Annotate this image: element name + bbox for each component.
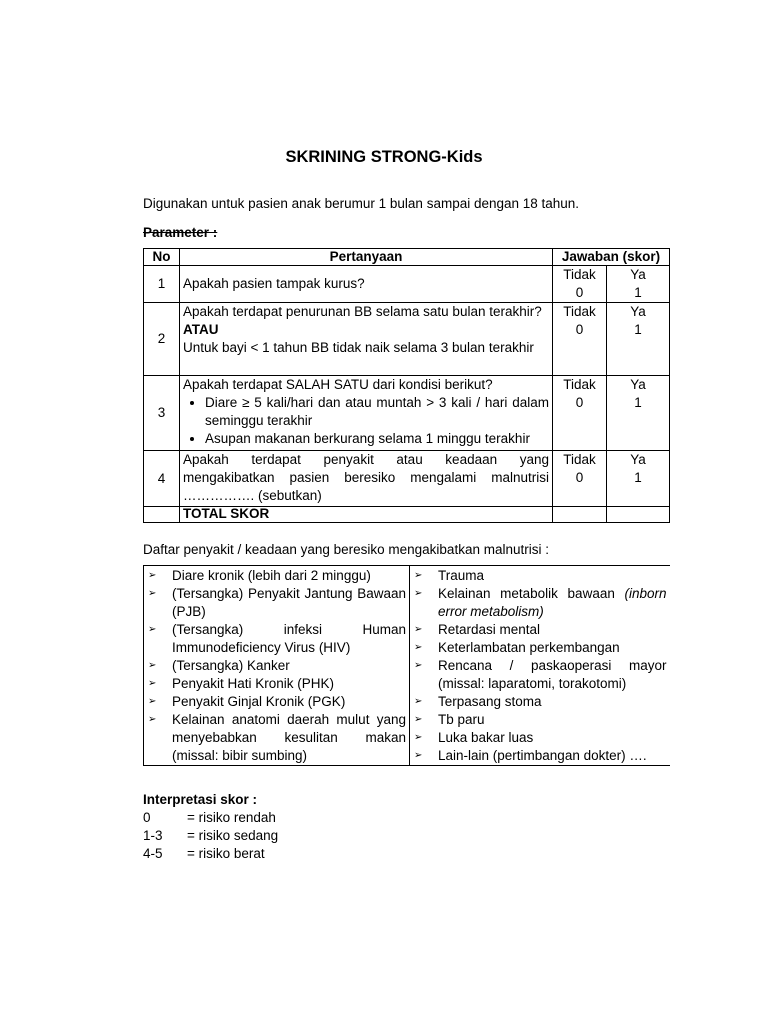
- score-meaning: = risiko berat: [187, 846, 265, 861]
- score-meaning: = risiko sedang: [187, 828, 279, 843]
- list-item: [414, 585, 670, 621]
- answer-no-label: Tidak: [563, 304, 596, 319]
- score-value: 1-3: [143, 828, 163, 843]
- arrow-bullet-icon: ➢: [414, 588, 423, 599]
- list-item-text: Kelainan anatomi daerah mulut yang menyebabkan kesulitan makan (missal: bibir sumbing): [172, 712, 406, 763]
- list-item-text-italic: (inborn error metabolism): [438, 586, 667, 619]
- arrow-bullet-icon: ➢: [148, 588, 157, 599]
- question-text-alt: Untuk bayi < 1 tahun BB tidak naik selama 3 bulan terakhir: [183, 340, 534, 355]
- list-item-text: (Tersangka) infeksi Human Immunodeficiency Virus (HIV): [172, 622, 406, 655]
- question-text: Apakah pasien tampak kurus?: [180, 266, 553, 303]
- answer-yes-label: Ya: [630, 377, 646, 392]
- disease-column-left: [144, 566, 410, 766]
- arrow-bullet-icon: ➢: [148, 696, 157, 707]
- answer-yes: [607, 376, 670, 451]
- arrow-bullet-icon: ➢: [414, 732, 423, 743]
- condition-item: • Asupan makanan berkurang selama 1 minggu terakhir: [205, 430, 549, 448]
- answer-yes-score: 1: [634, 285, 642, 300]
- intro-text: Digunakan untuk pasien anak berumur 1 bulan sampai dengan 18 tahun.: [143, 196, 580, 211]
- list-item-text: (Tersangka) Kanker: [172, 658, 290, 673]
- list-item: [414, 693, 670, 711]
- answer-no: [553, 303, 607, 376]
- table-row: [144, 376, 670, 451]
- answer-no-score: 0: [575, 285, 584, 300]
- answer-no: [553, 451, 607, 507]
- arrow-bullet-icon: ➢: [414, 660, 423, 671]
- score-value: 0: [143, 810, 151, 825]
- arrow-bullet-icon: ➢: [148, 678, 157, 689]
- interpretation-row: [143, 845, 278, 863]
- arrow-bullet-icon: ➢: [414, 624, 423, 635]
- list-item-text-plain: Luka bakar luas: [438, 730, 534, 745]
- list-item-text-plain: Tb paru: [438, 712, 485, 727]
- row-number: 4: [144, 451, 180, 507]
- interpretation-row: [143, 827, 278, 845]
- list-item: [414, 621, 670, 639]
- list-item-text: Penyakit Ginjal Kronik (PGK): [172, 694, 346, 709]
- question-cell: [180, 303, 553, 376]
- disease-list-title: Daftar penyakit / keadaan yang beresiko mengakibatkan malnutrisi :: [143, 542, 549, 557]
- list-item: [148, 675, 409, 693]
- answer-no-score: 0: [575, 470, 584, 485]
- list-item: [414, 567, 670, 585]
- list-item-text: [438, 747, 670, 765]
- row-number: 1: [144, 266, 180, 303]
- list-item: [148, 585, 409, 621]
- arrow-bullet-icon: ➢: [148, 660, 157, 671]
- list-item-text: [438, 621, 670, 639]
- arrow-bullet-icon: ➢: [414, 642, 423, 653]
- arrow-bullet-icon: ➢: [148, 570, 157, 581]
- parameter-label: Parameter :: [143, 225, 218, 240]
- list-item-text-plain: Rencana / paskaoperasi mayor (missal: laparatomi, torakotomi): [438, 658, 667, 691]
- list-item: [414, 639, 670, 657]
- arrow-bullet-icon: ➢: [148, 624, 157, 635]
- answer-yes: [607, 451, 670, 507]
- table-row: [144, 303, 670, 376]
- answer-yes-score: 1: [634, 322, 642, 337]
- question-cell: [180, 376, 553, 451]
- answer-no-score: 0: [575, 322, 584, 337]
- list-item-text: (Tersangka) Penyakit Jantung Bawaan (PJB): [172, 586, 406, 619]
- table-row: [144, 266, 670, 303]
- answer-no-label: Tidak: [563, 452, 596, 467]
- answer-yes-label: Ya: [630, 304, 646, 319]
- answer-no-score: 0: [575, 395, 584, 410]
- answer-yes: [607, 303, 670, 376]
- row-number: 2: [144, 303, 180, 376]
- header-answer: Jawaban (skor): [553, 249, 670, 266]
- list-item-text: [438, 639, 670, 657]
- header-no: No: [144, 249, 180, 266]
- interpretation-section: [143, 791, 278, 863]
- list-item: [414, 747, 670, 765]
- answer-no-label: Tidak: [563, 377, 596, 392]
- list-item-text: [438, 585, 670, 621]
- arrow-bullet-icon: ➢: [148, 714, 157, 725]
- list-item-text-plain: Lain-lain (pertimbangan dokter) ….: [438, 748, 647, 763]
- answer-yes-score: 1: [634, 470, 642, 485]
- answer-yes-label: Ya: [630, 267, 646, 282]
- score-meaning: = risiko rendah: [187, 810, 276, 825]
- arrow-bullet-icon: ➢: [414, 696, 423, 707]
- arrow-bullet-icon: ➢: [414, 570, 423, 581]
- list-item: [148, 621, 409, 657]
- disease-column-right: [410, 566, 670, 766]
- list-item-text: [438, 693, 670, 711]
- list-item: [148, 567, 409, 585]
- condition-item: • Diare ≥ 5 kali/hari dan atau muntah > 3 kali / hari dalam seminggu terakhir: [205, 394, 549, 430]
- list-item: [148, 693, 409, 711]
- list-item-text-plain: Keterlambatan perkembangan: [438, 640, 620, 655]
- answer-no: [553, 376, 607, 451]
- list-item-text: [438, 567, 670, 585]
- disease-table: [143, 565, 670, 766]
- question-or: ATAU: [183, 322, 219, 337]
- answer-yes-label: Ya: [630, 452, 646, 467]
- answer-yes: [607, 266, 670, 303]
- list-item-text-plain: Retardasi mental: [438, 622, 541, 637]
- condition-list: [183, 394, 549, 448]
- answer-no-label: Tidak: [563, 267, 596, 282]
- total-empty-cell: [144, 507, 180, 523]
- table-header-row: [144, 249, 670, 266]
- list-item-text: Diare kronik (lebih dari 2 minggu): [172, 568, 371, 583]
- list-item-text-plain: Kelainan metabolik bawaan: [438, 586, 625, 601]
- list-item: [414, 711, 670, 729]
- question-text: Apakah terdapat penurunan BB selama satu bulan terakhir?: [183, 304, 542, 319]
- list-item: [414, 729, 670, 747]
- list-item: [148, 711, 409, 765]
- list-item: [414, 657, 670, 693]
- screening-table: [143, 248, 670, 523]
- arrow-bullet-icon: ➢: [414, 750, 423, 761]
- list-item-text: [438, 729, 670, 747]
- question-text: Apakah terdapat SALAH SATU dari kondisi berikut?: [183, 377, 493, 392]
- question-text: Apakah terdapat penyakit atau keadaan yang mengakibatkan pasien beresiko mengalami malnutrisi ……………. (sebutkan): [180, 451, 553, 507]
- list-item-text: [438, 657, 670, 693]
- total-yes-cell: [607, 507, 670, 523]
- list-item-text-plain: Terpasang stoma: [438, 694, 542, 709]
- table-row: [144, 451, 670, 507]
- total-row: [144, 507, 670, 523]
- list-item-text: [438, 711, 670, 729]
- interpretation-title: Interpretasi skor :: [143, 792, 258, 807]
- answer-no: [553, 266, 607, 303]
- score-value: 4-5: [143, 846, 163, 861]
- answer-yes-score: 1: [634, 395, 642, 410]
- total-label: TOTAL SKOR: [180, 507, 553, 523]
- header-question: Pertanyaan: [180, 249, 553, 266]
- interpretation-row: [143, 809, 278, 827]
- list-item: [148, 657, 409, 675]
- total-no-cell: [553, 507, 607, 523]
- document-title: SKRINING STRONG-Kids: [285, 148, 483, 166]
- list-item-text: Penyakit Hati Kronik (PHK): [172, 676, 335, 691]
- row-number: 3: [144, 376, 180, 451]
- arrow-bullet-icon: ➢: [414, 714, 423, 725]
- list-item-text-plain: Trauma: [438, 568, 485, 583]
